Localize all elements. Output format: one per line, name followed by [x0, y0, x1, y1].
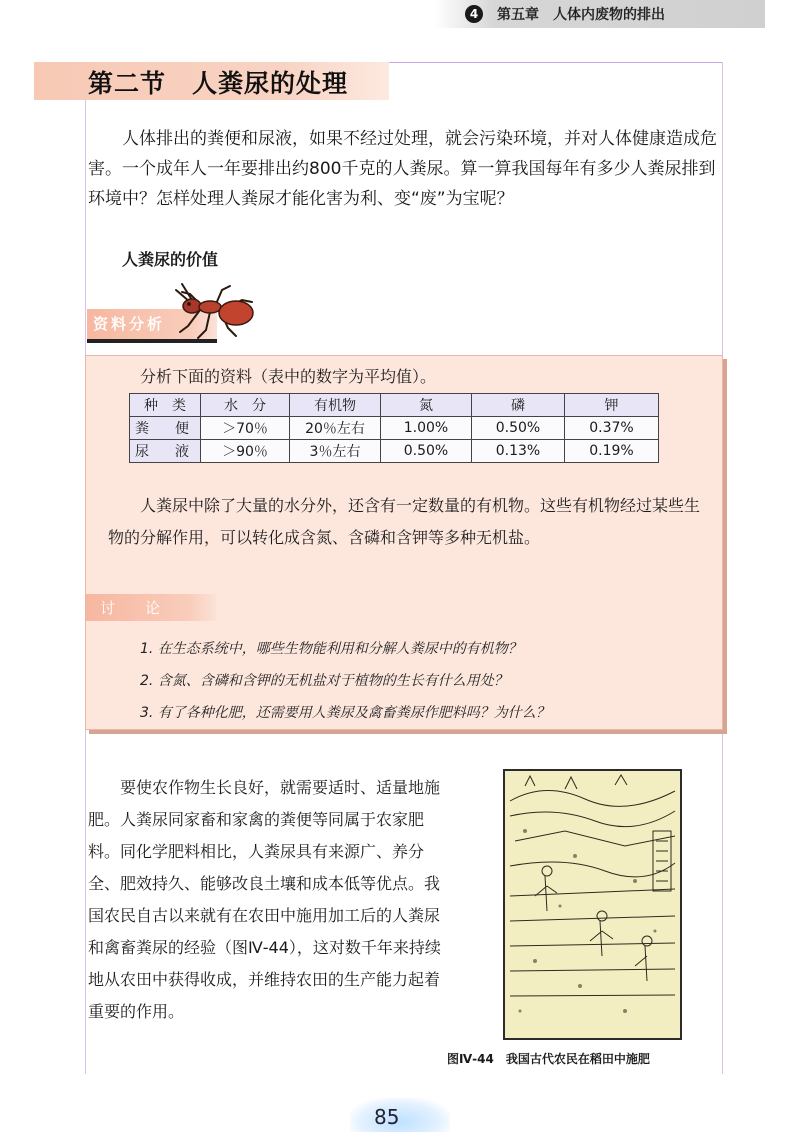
table-row: [130, 417, 659, 440]
woodcut-image: [505, 771, 680, 1038]
table-header-cell: 氮: [381, 394, 472, 417]
nutrient-table: [129, 393, 659, 463]
table-cell: 0.13%: [472, 440, 565, 463]
table-cell: 尿 液: [130, 440, 201, 463]
table-header-cell: 钾: [565, 394, 659, 417]
table-cell: ＞70％: [201, 417, 290, 440]
data-analysis-paragraph: 人粪尿中除了大量的水分外，还含有一定数量的有机物。这些有机物经过某些生物的分解作用，可以转化成含氮、含磷和含钾等多种无机盐。: [108, 496, 701, 547]
data-analysis-label: 资料分析: [93, 315, 166, 333]
figure-caption: 图Ⅳ-44 我国古代农民在稻田中施肥: [447, 1052, 650, 1066]
table-cell: 20％左右: [290, 417, 381, 440]
intro-paragraph: 人体排出的粪便和尿液，如果不经过处理，就会污染环境，并对人体健康造成危害。一个成年人一年要排出约800千克的人粪尿。算一算我国每年有多少人粪尿排到环境中？怎样处理人粪尿才能化害为利、变“废”为宝呢？: [88, 129, 717, 209]
section-title: 第二节 人粪尿的处理: [88, 69, 349, 98]
discussion-label: 讨论: [100, 599, 191, 617]
chapter-header: [435, 0, 765, 28]
discussion-question: 2. 含氮、含磷和含钾的无机盐对于植物的生长有什么用处？: [140, 673, 508, 689]
table-cell: ＞90％: [201, 440, 290, 463]
table-header-row: [130, 394, 659, 417]
table-header-cell: 有机物: [290, 394, 381, 417]
table-cell: 粪 便: [130, 417, 201, 440]
chapter-title: 人体内废物的排出: [553, 7, 665, 23]
discussion-question: 3. 有了各种化肥，还需要用人粪尿及禽畜粪尿作肥料吗？为什么？: [140, 705, 550, 721]
subheading: 人粪尿的价值: [122, 250, 219, 269]
table-cell: 1.00%: [381, 417, 472, 440]
chapter-number-badge: 4: [465, 5, 483, 23]
table-header-cell: 磷: [472, 394, 565, 417]
table-cell: 0.50%: [381, 440, 472, 463]
page-number: 85: [374, 1105, 400, 1129]
ancient-farming-illustration: [503, 769, 682, 1040]
table-row: [130, 440, 659, 463]
table-header-cell: 水 分: [201, 394, 290, 417]
ant-icon: [170, 280, 265, 342]
body-paragraph: 要使农作物生长良好，就需要适时、适量地施肥。人粪尿同家畜和家禽的粪便等同属于农家肥料。同化学肥料相比，人粪尿具有来源广、养分全、肥效持久、能够改良土壤和成本低等优点。我国农民自古以来就有在农田中施用加工后的人粪尿和禽畜粪尿的经验（图Ⅳ-44），这对数千年来持续地从农田中获得收成，并维持农田的生产能力起着重要的作用。: [88, 778, 441, 1021]
table-cell: 3％左右: [290, 440, 381, 463]
table-cell: 0.37%: [565, 417, 659, 440]
table-cell: 0.19%: [565, 440, 659, 463]
chapter-label: 第五章: [497, 7, 539, 23]
discussion-question: 1. 在生态系统中，哪些生物能利用和分解人粪尿中的有机物？: [140, 641, 522, 657]
table-cell: 0.50%: [472, 417, 565, 440]
data-analysis-intro: 分析下面的资料（表中的数字为平均值）。: [140, 367, 437, 386]
page-number-background: [350, 1098, 450, 1132]
table-header-cell: 种 类: [130, 394, 201, 417]
